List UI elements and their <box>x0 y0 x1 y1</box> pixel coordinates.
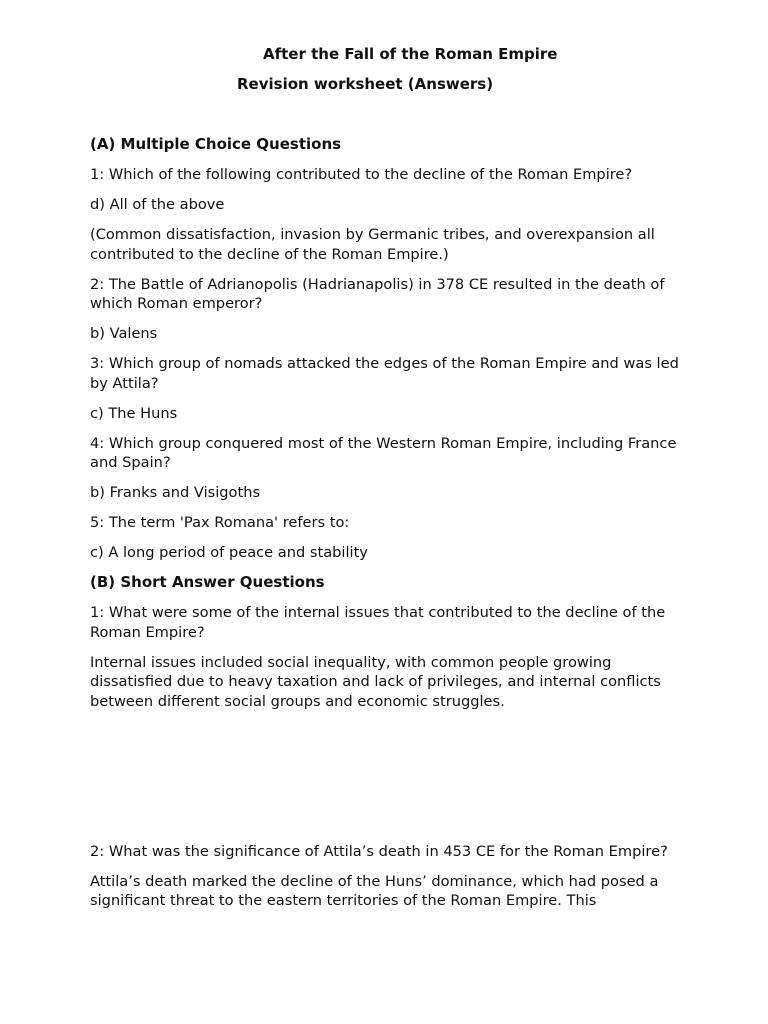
mcq-question-2: 2: The Battle of Adrianopolis (Hadrianapolis) in 378 CE resulted in the death of which Roman emperor? <box>90 275 665 312</box>
worksheet-content <box>90 135 684 921</box>
mcq-answer-1: d) All of the above <box>90 196 225 213</box>
short-question-2: 2: What was the significance of Attila’s death in 453 CE for the Roman Empire? <box>90 842 668 860</box>
document-title: After the Fall of the Roman Empire <box>263 45 558 63</box>
short-question-1: 1: What were some of the internal issues that contributed to the decline of the Roman Empire? <box>90 604 666 641</box>
mcq-question-1: 1: Which of the following contributed to the decline of the Roman Empire? <box>90 166 633 183</box>
answer-space <box>90 722 684 842</box>
mcq-answer-5: c) A long period of peace and stability <box>90 544 368 561</box>
section-b-heading: (B) Short Answer Questions <box>90 573 325 591</box>
mcq-question-5: 5: The term 'Pax Romana' refers to: <box>90 514 350 531</box>
mcq-answer-1-note: (Common dissatisfaction, invasion by Germanic tribes, and overexpansion all contributed to the decline of the Roman Empire.) <box>90 226 655 263</box>
short-answer-1: Internal issues included social inequality, with common people growing dissatisfied due to heavy taxation and lack of privileges, and internal conflicts between different social groups and economic struggles. <box>90 653 661 710</box>
mcq-question-3: 3: Which group of nomads attacked the edges of the Roman Empire and was led by Attila? <box>90 355 679 392</box>
mcq-question-4: 4: Which group conquered most of the Western Roman Empire, including France and Spain? <box>90 434 677 471</box>
mcq-answer-3: c) The Huns <box>90 404 178 422</box>
mcq-answer-4: b) Franks and Visigoths <box>90 484 261 501</box>
short-answer-2: Attila’s death marked the decline of the Huns’ dominance, which had posed a significant threat to the eastern territories of the Roman Empire. This <box>90 872 659 909</box>
section-a-heading: (A) Multiple Choice Questions <box>90 135 342 153</box>
mcq-answer-2: b) Valens <box>90 325 158 342</box>
document-subtitle: Revision worksheet (Answers) <box>237 75 494 93</box>
